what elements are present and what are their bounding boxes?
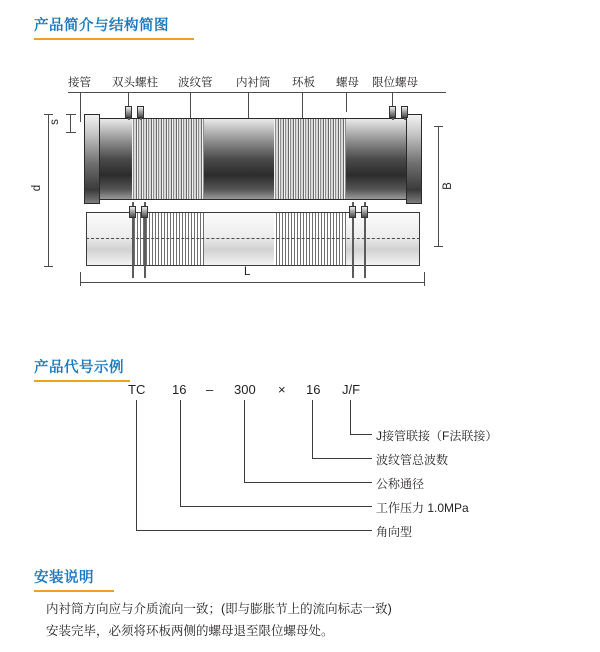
heading-underline	[34, 590, 114, 592]
section-view	[86, 212, 420, 266]
callout-rail	[68, 92, 446, 93]
code-leader-connection	[350, 400, 351, 434]
code-desc-waves: 波纹管总波数	[376, 453, 449, 467]
section-heading-install	[34, 566, 94, 587]
heading-underline	[34, 38, 194, 40]
section-bellows-left	[132, 213, 204, 265]
code-token-waves: 16	[306, 382, 321, 397]
code-leg-waves	[312, 458, 372, 459]
section-nut-3	[349, 206, 356, 218]
dim-tick-d-top	[44, 114, 53, 115]
code-leader-diameter	[244, 400, 245, 482]
code-leg-series	[136, 530, 372, 531]
code-desc-series: 角向型	[376, 525, 413, 539]
code-desc-connection: J接管联接（F法联接）	[376, 429, 498, 443]
code-token-dash: –	[206, 382, 214, 397]
section-bellows-right	[274, 213, 346, 265]
center-line	[86, 238, 420, 239]
callout-label-nut: 螺母	[336, 77, 359, 89]
elevation-view	[86, 118, 420, 200]
section-heading-code-text: 产品代号示例	[34, 360, 124, 376]
code-token-pressure: 16	[172, 382, 187, 397]
dim-tick-s-bottom	[66, 132, 76, 133]
bellows-left	[132, 118, 204, 200]
dim-label-B: B	[441, 182, 454, 190]
section-nut-4	[361, 206, 368, 218]
section-nut-2	[141, 206, 148, 218]
structure-diagram	[31, 66, 520, 296]
code-leg-pressure	[180, 506, 372, 507]
dim-line-B	[438, 126, 439, 246]
dim-line-s	[70, 114, 71, 132]
dim-line-L	[80, 282, 424, 283]
code-token-times: ×	[278, 382, 286, 397]
flange-left	[84, 114, 100, 204]
install-note-2: 安装完毕，必须将环板两侧的螺母退至限位螺母处。	[46, 624, 334, 638]
code-token-series: TC	[128, 382, 146, 397]
product-code-diagram	[110, 382, 530, 542]
dim-tick-B-top	[434, 126, 443, 127]
dim-label-L: L	[244, 266, 251, 278]
dim-label-s: s	[48, 119, 61, 125]
code-leader-waves	[312, 400, 313, 458]
section-nut-1	[129, 206, 136, 218]
dim-tick-L-left	[80, 272, 81, 286]
code-desc-pressure: 工作压力 1.0MPa	[376, 501, 469, 515]
flange-right	[406, 114, 422, 204]
dim-tick-B-bottom	[434, 246, 443, 247]
code-desc-diameter: 公称通径	[376, 477, 425, 491]
callout-label-ring-plate: 环板	[292, 77, 315, 89]
section-heading-intro-text: 产品简介与结构简图	[34, 18, 169, 34]
callout-label-liner: 内衬筒	[236, 77, 271, 89]
section-heading-code	[34, 356, 124, 377]
callout-label-double-end-stud: 双头螺柱	[112, 77, 158, 89]
dim-line-d	[48, 114, 49, 266]
bellows-right	[274, 118, 346, 200]
dim-tick-L-right	[424, 272, 425, 286]
section-heading-intro	[34, 14, 169, 35]
code-leader-pressure	[180, 400, 181, 506]
limit-nut-2	[401, 106, 408, 118]
code-leg-connection	[350, 434, 372, 435]
dim-tick-d-bottom	[44, 266, 53, 267]
dim-label-d: d	[31, 184, 44, 192]
callout-label-limit-nut: 限位螺母	[372, 77, 418, 89]
code-token-diameter: 300	[234, 382, 256, 397]
leader-nut	[346, 92, 347, 112]
leader-nozzle	[80, 92, 81, 122]
limit-nut-1	[389, 106, 396, 118]
section-heading-install-text: 安装说明	[34, 570, 94, 586]
code-token-connection: J/F	[342, 382, 361, 397]
dim-tick-s-top	[66, 114, 76, 115]
install-notes	[46, 598, 566, 642]
stud-nut-1	[125, 106, 132, 118]
callout-label-bellows: 波纹管	[178, 77, 213, 89]
callout-label-nozzle: 接管	[68, 77, 91, 89]
install-note-1: 内衬筒方向应与介质流向一致；(即与膨胀节上的流向标志一致)	[46, 602, 392, 616]
code-leader-series	[136, 400, 137, 530]
code-leg-diameter	[244, 482, 372, 483]
stud-nut-2	[137, 106, 144, 118]
